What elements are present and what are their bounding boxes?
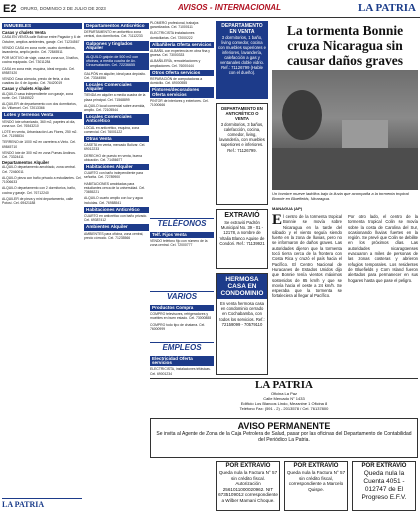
page-number: E2	[3, 2, 17, 15]
story-body-col-2: Por otro lado, el centro de la tormenta tropical Colin se movía sobre la costa de Carolina del Sur, ocasionando lluvias fuertes en la región. Se prevé que Colin se debilite en los próximos días. Las autoridades nicaragüenses evacuaron a miles de personas de las zonas costeras y abrieron refugios temporales. Los residentes de Bluefields y Corn Island fueron alertados para permanecer en sus hogares hasta que pase el peligro.	[348, 214, 418, 283]
category-heading: Pintores/decoradores Oferta servicios	[150, 87, 214, 97]
newspaper-logo: LA PATRIA	[358, 2, 416, 14]
classified-ad: VENDO teléfono fijo con número de la zona central. Cel. 72000777	[150, 239, 208, 248]
classified-ad: ELECTRICISTA instalaciones domiciliarias. Cel. 72000222	[150, 31, 195, 40]
classified-ad: ELECTRICISTA, instalaciones trifásicas. Cel. 69001234	[150, 367, 211, 376]
category-heading: Departamentos Anticrético	[84, 23, 149, 29]
category-heading: INMUEBLES	[2, 23, 82, 29]
departamento-anticretico-ad	[216, 103, 268, 205]
ad-body: Se extravió Padrón Municipal No. 39 - 01 - 12178, a nombre de Vitalia Blanco Aquise de Condori. Ref.: 71139921	[219, 220, 265, 246]
extravio-body: Queda nula la Factura N° 57 sin crédito fiscal, correspondiente a Marcelo Quispe.	[286, 470, 346, 492]
classified-ad: CUARTO en anticrético con baño privado. Cel. 69387412	[84, 213, 148, 223]
classified-ad: CASA EN VENTA calle Bolívar entre Pagador y 6 de Octubre, amplios ambientes, garaje. Cel. 71234567	[2, 35, 81, 44]
hermosa-casa-ad	[216, 273, 268, 375]
page-date: ORURO, DOMINGO 2 DE JULIO DE 2023	[20, 6, 106, 11]
photo-caption: Un hombre mueve ladrillos bajo la lluvia que acompaña a la tormenta tropical Bonnie en Bluefields, Nicaragua.	[272, 191, 409, 201]
departamento-venta-ad	[216, 21, 268, 99]
classified-ad: AMBIENTES para oficina, zona central, precio cómodo. Cel. 71235566	[84, 231, 144, 240]
category-heading: Locales Comerciales Anticrético	[84, 114, 149, 124]
category-heading: Productos Compra	[150, 305, 214, 311]
classified-ad: ALQUILO local comercial sobre avenida, amplio. Cel. 72105544	[84, 103, 146, 113]
extravio-title: POR EXTRAVÍO	[361, 463, 407, 469]
classified-ad: ALQUILER de pieza y mini departamento, calle Potosí. Cel. 69421188	[2, 196, 74, 205]
extravio-body: Queda nula la Cuenta 4051 - 012747 de El Progreso E.F.V.	[361, 470, 407, 501]
classified-ad: ALQUILER de departamento con dos dormitorios, Av. Villarroel. Cel. 72013366	[2, 102, 77, 111]
classifieds-column-2	[84, 21, 149, 242]
extravio-box-2	[284, 461, 348, 511]
classified-ad: CASETA en venta, mercado Bolívar. Cel. 69012233	[84, 143, 146, 152]
category-heading: Telf. Fijos Venta	[150, 232, 214, 238]
category-heading: Electricidad Oferta servicios	[150, 356, 214, 366]
classified-ad: ALBAÑIL con experiencia en obra fina y gruesa. Cel. 73000333	[150, 49, 210, 58]
extravio-ad	[216, 209, 268, 269]
varios-heading: VARIOS	[150, 291, 214, 301]
category-heading: Habitaciones Anticrético	[84, 207, 149, 213]
classified-ad: CASA en zona este, esquina, ideal negocio. Cel. 69587420	[2, 66, 75, 75]
classified-ad: VENDO lote urbanizado, 360 m2, papeles al día, zona sur. Cel. 76543210	[2, 119, 76, 128]
classified-ad: HABITACIONES amobladas para estudiantes cerca de la universidad. Cel. 73655221	[84, 181, 146, 195]
story-photo	[272, 70, 418, 190]
subcategory-heading: Casas y chalets Alquiler	[2, 86, 51, 92]
category-heading: Habitaciones Alquiler	[84, 164, 149, 170]
masthead-box	[150, 378, 418, 416]
extravio-box-1	[216, 461, 280, 511]
masthead-line: Teléfono Fax: (591 - 2) - 2013578 / Cel. 76137800	[239, 406, 329, 411]
empleos-list	[150, 354, 214, 376]
category-heading: Ambientes Alquiler	[84, 224, 149, 230]
varios-list	[150, 303, 214, 333]
subcategory-heading: Casas y chalets Venta	[2, 30, 46, 36]
masthead-line: Edificio Los Blancos Lindo, Mezanine 1 Oficina 8	[240, 401, 328, 406]
classified-ad: POR MOTIVO de viaje, casa en zona sur, 3 baños, cocina equipada. Cel. 73011284	[2, 56, 79, 65]
classified-ad: TIENDA en alquiler a media cuadra de la plaza principal. Cel. 71568899	[84, 93, 146, 102]
classified-ad: COMPRO televisores, refrigeradores y muebles en buen estado. Cel. 73000888	[150, 312, 212, 321]
photo-water	[272, 148, 418, 190]
classified-ad: ALQUILO cuarto amplio con luz y agua incluidas. Cel. 76988541	[84, 196, 143, 205]
aviso-title: AVISO PERMANENTE	[237, 421, 331, 431]
masthead-line: Oficina La Paz	[270, 391, 297, 396]
classified-ad: ALQUILO departamento amoblado, zona central. Cel. 72460011	[2, 165, 76, 174]
classified-ad: CUARTO con baño independiente para señorita. Cel. 72789900	[84, 171, 144, 180]
classified-ad: LOCAL en anticrético, esquina, zona comercial. Cel. 76001122	[84, 125, 140, 134]
classifieds-column-1	[2, 21, 82, 207]
classified-ad: PLOMERO profesional, trabajos garantizados. Cel. 71000111	[150, 21, 199, 30]
classified-ad: VENDO lote de 300 m2 en zona Pumas Andinos. Cel. 73324411	[2, 150, 76, 160]
category-heading: Lotes y terrenos Venta	[2, 112, 82, 118]
masthead-line: Calle Mercado N° 1433	[263, 396, 305, 401]
classified-ad: GALPÓN en alquiler, ideal para depósito. Cel. 73344556	[84, 71, 147, 80]
photo-house	[342, 120, 388, 150]
classified-ad: ALQUILO casa independiente con garaje, zona norte. Cel. 71845522	[2, 91, 74, 100]
category-heading: Otros Oferta servicios	[150, 70, 214, 76]
telefonos-heading: TELÉFONOS	[150, 218, 214, 228]
drop-cap: E	[272, 214, 283, 228]
ad-title: DEPARTAMENTO EN ANTICRÉTICO O VENTA	[221, 106, 263, 122]
classified-ad: ALBAÑILERÍA, remodelaciones y ampliaciones. Cel. 76000444	[150, 59, 201, 68]
category-heading: Albañilería Oferta servicios	[150, 42, 214, 48]
story-byline: MANAGUA (AP)	[272, 206, 303, 211]
classified-ad: DEPARTAMENTO en anticrético zona central, dos dormitorios. Cel. 71112233	[84, 30, 143, 39]
page-header	[0, 0, 420, 18]
classified-ad: LOTE en venta, Urbanización Las Flores, 250 m2. Cel. 71198834	[2, 130, 78, 139]
ad-body: 3 dormitorios, 1 baño, living comedor, cocina con muebles superiores e inferiores, lavandería, calefacción a gas y ventanales doble vidrio. Ref.: 71126799 (Hable con el dueño).	[218, 35, 266, 75]
subcategory-heading: Departamentos Alquiler	[2, 160, 50, 166]
ad-body: 3 dormitorios, 3 baños, calefacción, cocina, comedor, living, lavandería, con muebles superiores e inferiores. Ref.: 71126799.	[219, 121, 265, 153]
empleos-heading: EMPLEOS	[150, 342, 214, 352]
footer-logo: LA PATRIA	[2, 498, 82, 511]
aviso-body: Se invita al Agente de Zona de la Caja Petrolera de Salud, pasar por las oficinas del Departamento de Contabilidad del Periódico La Patria.	[156, 431, 412, 443]
classified-ad: VENDO Casa cómoda, precio de feria, a dos cuadras Av. 6 de Agosto. Cel. 76420019	[2, 77, 70, 86]
aviso-permanente	[150, 418, 418, 458]
classified-ad: TERRENO de 1000 m2 en carretera a Vinto. Cel. 69845710	[2, 140, 77, 149]
extravio-title: POR EXTRAVÍO	[293, 463, 339, 469]
classified-ad: PINTOR de interiores y exteriores. Cel. 71000666	[150, 98, 209, 108]
extravio-title: POR EXTRAVÍO	[225, 463, 271, 469]
masthead-title: LA PATRIA	[255, 379, 313, 391]
classifieds-column-3	[150, 21, 214, 109]
telefonos-list	[150, 230, 214, 250]
section-title: AVISOS - INTERNACIONAL	[178, 3, 281, 12]
classified-ad: ALQUILO departamento con 2 dormitorios, baño, cocina y garaje. Cel. 76712240	[2, 186, 76, 195]
ad-title: HERMOSA CASA EN CONDOMINIO	[217, 274, 267, 299]
highlight-ad: ALQUILO galpón de 500 m2 con oficinas, a media cuadra de Av. Circunvalación. Cel. 72236655	[84, 53, 149, 70]
photo-tree	[282, 90, 322, 140]
story-headline: La tormenta Bonnie cruza Nicaragua sin causar daños graves	[286, 23, 404, 68]
ad-title: EXTRAVIÓ	[224, 212, 260, 219]
classified-ad: COMPRO todo tipo de chatarra. Cel. 76000999	[150, 322, 206, 331]
ad-title: DEPARTAMENTO EN VENTA	[221, 23, 263, 35]
ad-body: En venta hermosa casa en condominio cerrado en Cochabamba, con todos los servicios. Ref.: 72159099 - 70579110	[219, 301, 265, 327]
extravio-body: Queda nula la Factura N° 57 sin crédito fiscal. Autorización 2561011000020962. NIT 6735109012 correspondiente a Wilber Mamani Choque.	[218, 470, 278, 503]
category-heading: Locales Comerciales Alquiler	[84, 82, 149, 92]
category-heading: Otras Venta	[84, 136, 149, 142]
category-heading: Galpones y tinglados Alquiler	[84, 41, 149, 51]
story-text-1: l centro de la tormenta tropical Bonnie se movía sobre Nicaragua en la tarde del sábado y el viento seguía siendo fuerte en la zona de lluvias, pero no se informaron de daños graves. Las autoridades dijeron que la tormenta tocó tierra cerca de la frontera con Costa Rica y cruzó el país hacia el Pacífico. El Centro Nacional de Huracanes de Estados Unidos dijo que Bonnie tenía vientos máximos sostenidos de 85 km/h y que se movía hacia el oeste a 24 km/h. Se esperaba que la tormenta se fortaleciera al llegar al Pacífico.	[272, 214, 342, 299]
classified-ad: ALQUILO pieza con baño privado a estudiantes. Cel. 71006633	[2, 175, 82, 185]
classified-ad: REPARACIÓN de computadoras a domicilio. Cel. 69000555	[150, 77, 203, 86]
extravio-box-3	[352, 461, 416, 511]
classified-ad: DERECHO de puesto en venta, buena ubicación. Cel. 71456677	[84, 153, 143, 162]
classified-ad: VENDO CASA en zona norte, cuatro dormitorios, lavandería, amplio jardín. Cel. 72845511	[2, 45, 76, 55]
